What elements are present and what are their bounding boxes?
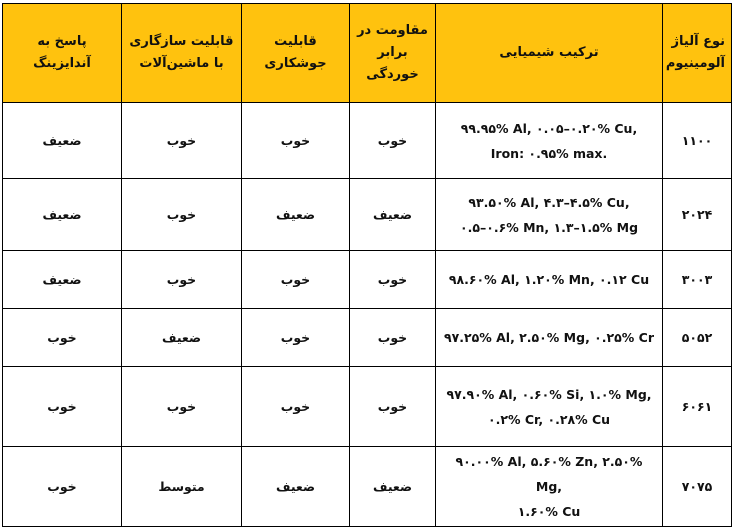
composition-cell: ۹۷.۹۰% Al, ۰.۶۰% Si, ۱.۰% Mg, ۰.۲% Cr, ۰.۲۸% Cu [436,367,663,447]
corrosion-cell: ضعیف [350,179,436,251]
corrosion-cell: خوب [350,251,436,309]
header-weldability: قابلیت جوشکاری [242,4,350,103]
machinability-cell: خوب [122,103,242,179]
weldability-cell: خوب [242,367,350,447]
machinability-cell: خوب [122,251,242,309]
header-corrosion: مقاومت در برابر خوردگی [350,4,436,103]
alloy-name-cell: ۲۰۲۴ [663,179,732,251]
weldability-cell: خوب [242,251,350,309]
corrosion-cell: خوب [350,367,436,447]
corrosion-cell: ضعیف [350,447,436,527]
alloy-name-cell: ۷۰۷۵ [663,447,732,527]
table-row [3,103,732,179]
alloy-name-cell: ۳۰۰۳ [663,251,732,309]
alloy-name-cell: ۶۰۶۱ [663,367,732,447]
aluminum-alloy-table [2,3,732,527]
anodizing-cell: خوب [3,367,122,447]
alloy-name-cell: ۱۱۰۰ [663,103,732,179]
composition-cell: ۹۰.۰۰% Al, ۵.۶۰% Zn, ۲.۵۰% Mg, ۱.۶۰% Cu [436,447,663,527]
weldability-cell: خوب [242,309,350,367]
machinability-cell: خوب [122,367,242,447]
corrosion-cell: خوب [350,103,436,179]
weldability-cell: ضعیف [242,179,350,251]
header-composition: ترکیب شیمیایی [436,4,663,103]
table-row [3,251,732,309]
weldability-cell: ضعیف [242,447,350,527]
anodizing-cell: ضعیف [3,251,122,309]
machinability-cell: خوب [122,179,242,251]
header-anodizing: پاسخ به آندایزینگ [3,4,122,103]
table-row [3,367,732,447]
machinability-cell: متوسط [122,447,242,527]
anodizing-cell: ضعیف [3,179,122,251]
composition-cell: ۹۹.۹۵% Al, ۰.۰۵–۰.۲۰% Cu, Iron: ۰.۹۵% max. [436,103,663,179]
table-row [3,309,732,367]
composition-cell: ۹۸.۶۰% Al, ۱.۲۰% Mn, ۰.۱۲ Cu [436,251,663,309]
header-machinability: قابلیت سازگاری با ماشین‌آلات [122,4,242,103]
anodizing-cell: خوب [3,309,122,367]
machinability-cell: ضعیف [122,309,242,367]
anodizing-cell: خوب [3,447,122,527]
corrosion-cell: خوب [350,309,436,367]
composition-cell: ۹۷.۲۵% Al, ۲.۵۰% Mg, ۰.۲۵% Cr [436,309,663,367]
weldability-cell: خوب [242,103,350,179]
header-alloy-type: نوع آلیاژ آلومینیوم [663,4,732,103]
composition-cell: ۹۳.۵۰% Al, ۴.۳–۴.۵% Cu, ۰.۵–۰.۶% Mn, ۱.۳–۱.۵% Mg [436,179,663,251]
header-row [3,4,732,103]
anodizing-cell: ضعیف [3,103,122,179]
table-row [3,447,732,527]
table-row [3,179,732,251]
alloy-name-cell: ۵۰۵۲ [663,309,732,367]
